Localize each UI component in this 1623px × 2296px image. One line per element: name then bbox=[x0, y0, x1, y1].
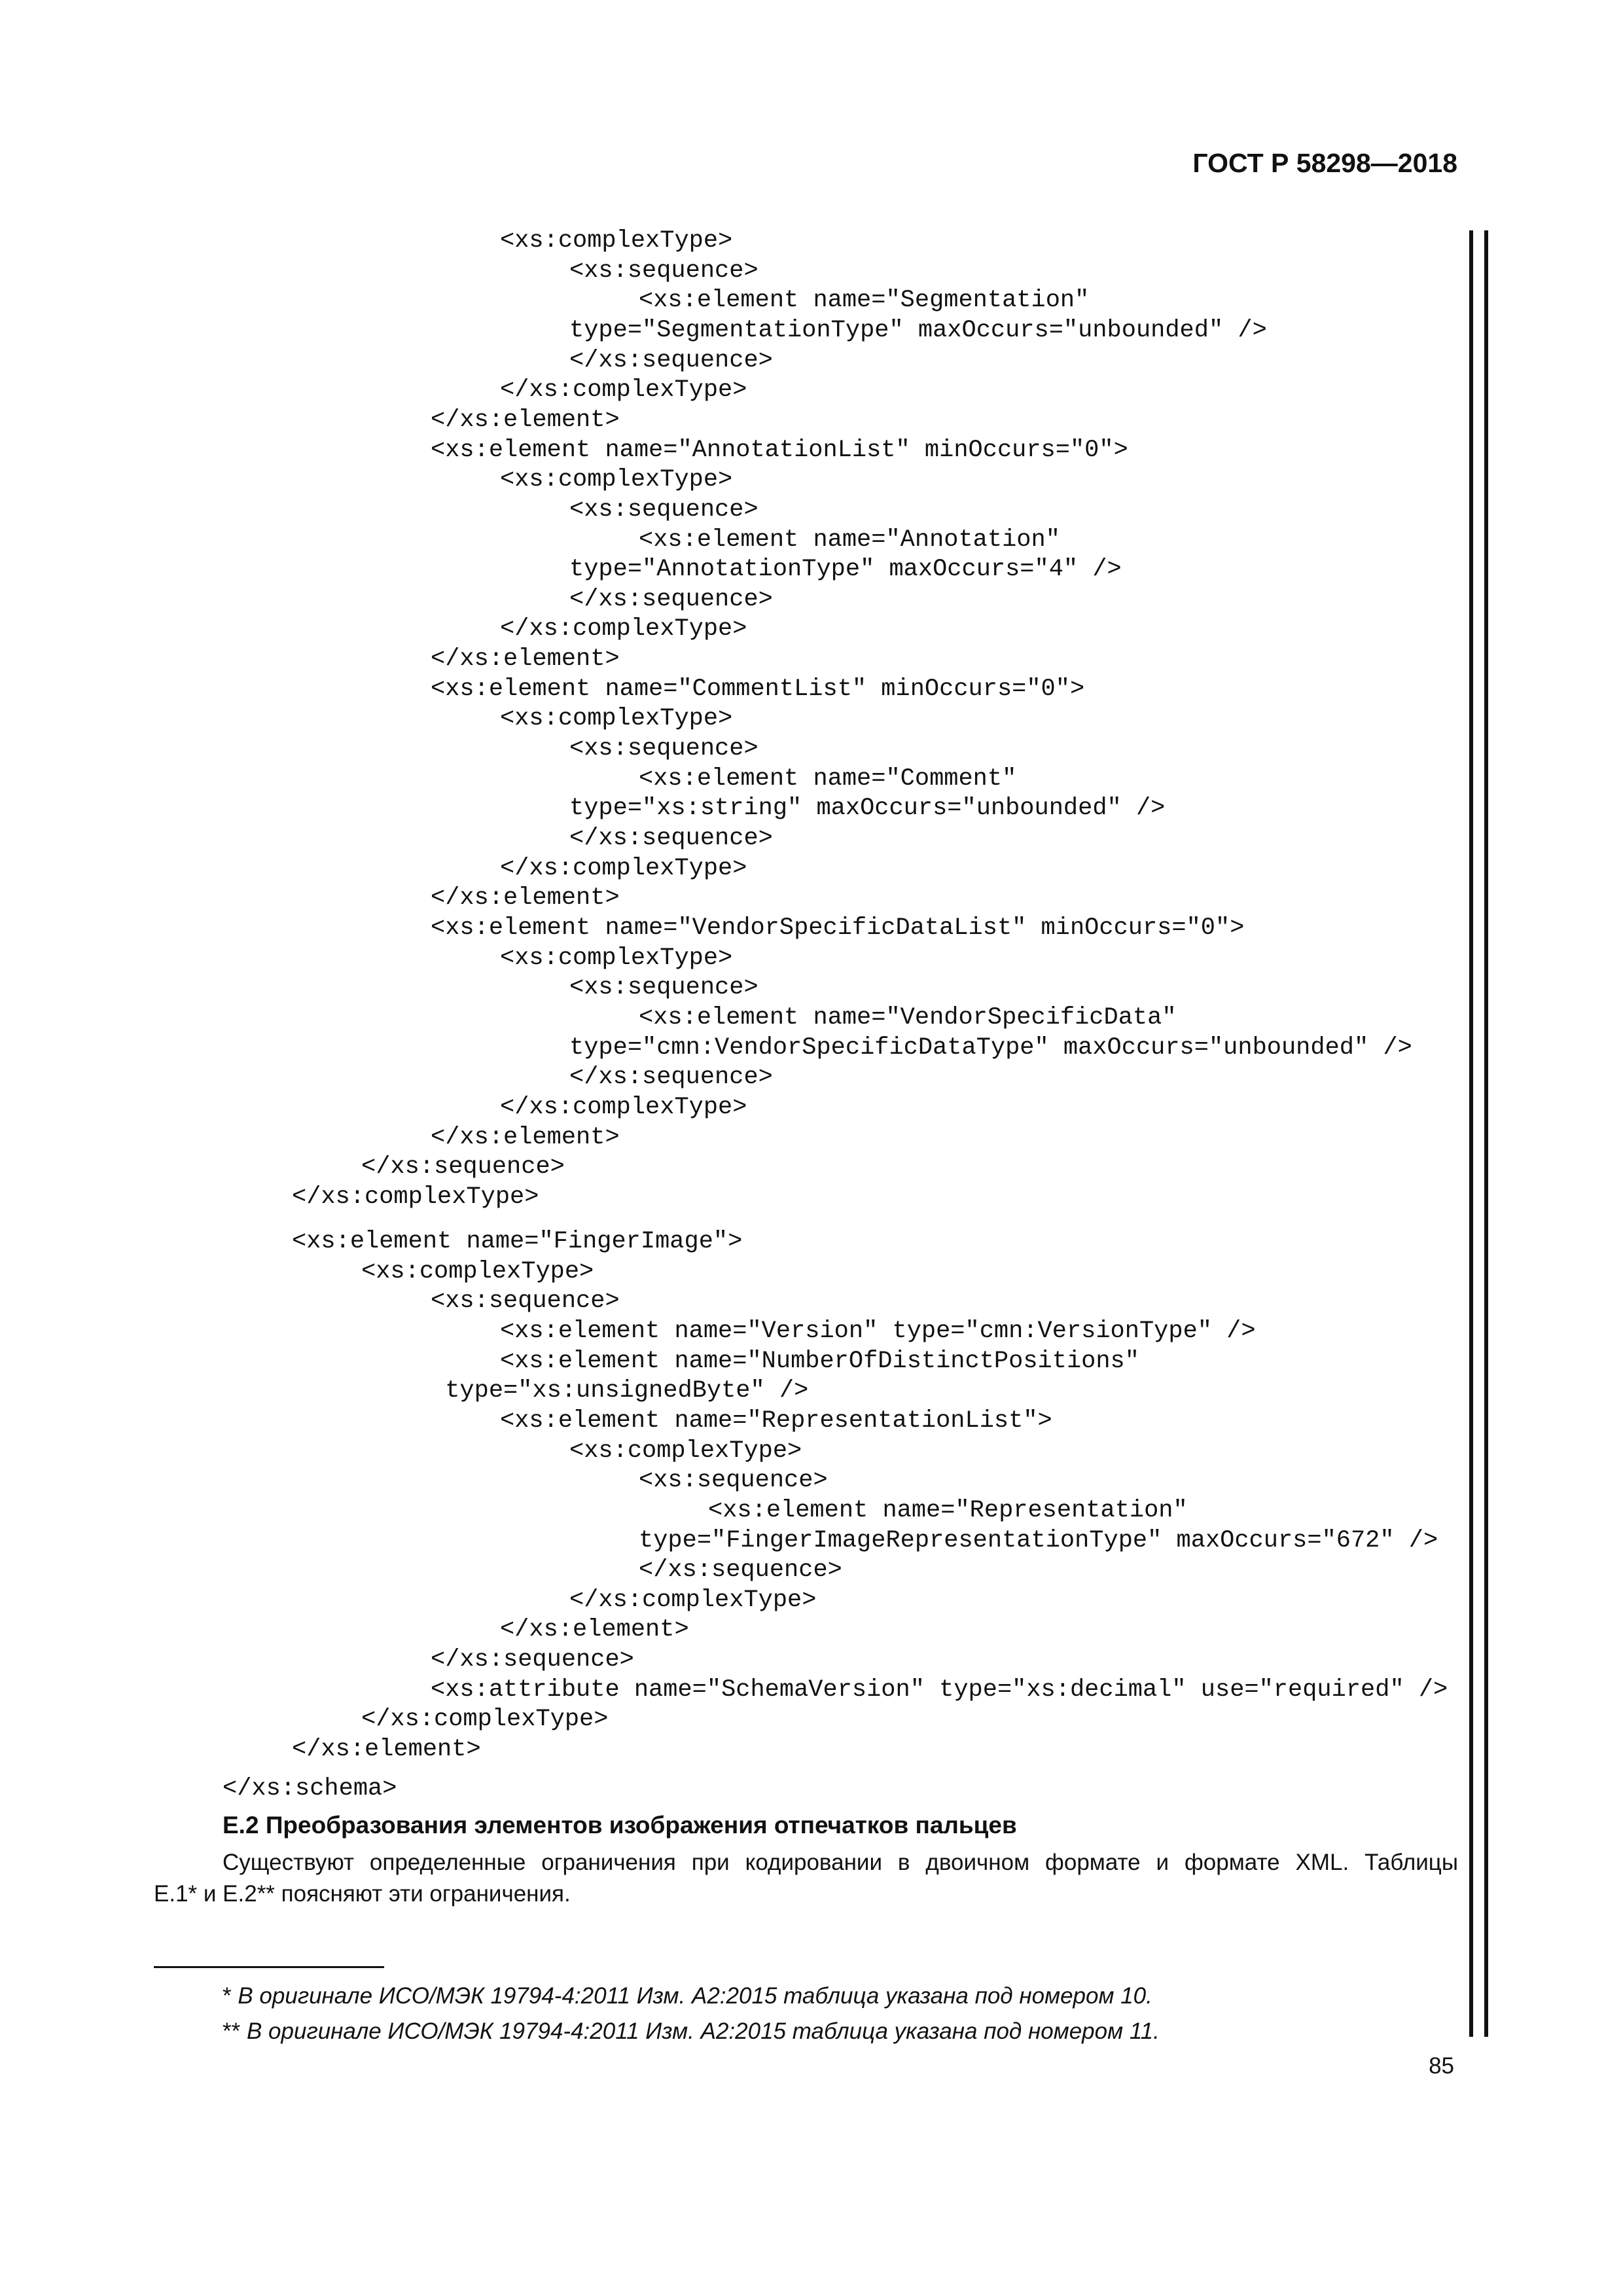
code-line: </xs:complexType> bbox=[500, 1093, 747, 1121]
code-line: </xs:sequence> bbox=[569, 825, 773, 852]
code-line: <xs:element name="FingerImage"> bbox=[292, 1228, 743, 1255]
code-line: </xs:sequence> bbox=[569, 1064, 773, 1092]
code-line: <xs:complexType> bbox=[500, 944, 733, 972]
code-line: </xs:complexType> bbox=[500, 854, 747, 882]
code-line: <xs:sequence> bbox=[569, 495, 758, 524]
code-line: <xs:sequence> bbox=[569, 257, 758, 285]
code-line: <xs:complexType> bbox=[361, 1257, 594, 1285]
code-line: type="xs:string" maxOccurs="unbounded" /> bbox=[569, 795, 1166, 823]
code-line: <xs:element name="Version" type="cmn:VersionType" /> bbox=[500, 1317, 1256, 1345]
code-line: <xs:complexType> bbox=[500, 705, 733, 733]
code-line: </xs:element> bbox=[431, 884, 620, 912]
code-line: <xs:complexType> bbox=[500, 466, 733, 494]
code-line: <xs:element name="Annotation" bbox=[639, 526, 1060, 554]
footnote-2-mark: ** bbox=[223, 2018, 241, 2044]
code-line: </xs:element> bbox=[431, 1123, 620, 1151]
code-line: type="xs:unsignedByte" /> bbox=[431, 1377, 809, 1405]
footnote-2-text: В оригинале ИСО/МЭК 19794-4:2011 Изм. А2:2015 таблица указана под номером 11. bbox=[246, 2018, 1160, 2044]
code-line: </xs:sequence> bbox=[431, 1646, 634, 1674]
code-line: <xs:sequence> bbox=[569, 735, 758, 763]
code-line: </xs:sequence> bbox=[569, 585, 773, 613]
code-line: type="cmn:VendorSpecificDataType" maxOccurs="unbounded" /> bbox=[569, 1033, 1412, 1062]
code-line: </xs:element> bbox=[431, 406, 620, 434]
code-line: <xs:element name="VendorSpecificData" bbox=[639, 1003, 1177, 1031]
footnote-1-mark: * bbox=[223, 1983, 232, 2009]
section-paragraph-line-1: Существуют определенные ограничения при кодировании в двоичном формате и формате XML. Таблицы bbox=[223, 1850, 1458, 1875]
code-line: </xs:complexType> bbox=[500, 615, 747, 643]
code-line: type="AnnotationType" maxOccurs="4" /> bbox=[569, 556, 1122, 584]
code-line: </xs:element> bbox=[500, 1616, 689, 1644]
code-line: <xs:element name="RepresentationList"> bbox=[500, 1407, 1052, 1435]
code-line: </xs:sequence> bbox=[639, 1556, 842, 1585]
code-line: type="SegmentationType" maxOccurs="unbounded" /> bbox=[569, 316, 1267, 344]
code-line: <xs:sequence> bbox=[639, 1467, 828, 1495]
revision-bar-left bbox=[1469, 230, 1473, 2037]
footnote-1-text: В оригинале ИСО/МЭК 19794-4:2011 Изм. А2:2015 таблица указана под номером 10. bbox=[238, 1983, 1152, 2009]
footnote-2 bbox=[223, 2018, 1160, 2045]
code-line: <xs:element name="VendorSpecificDataList" minOccurs="0"> bbox=[431, 914, 1245, 942]
code-line: </xs:complexType> bbox=[361, 1706, 609, 1734]
code-line: <xs:element name="Representation" bbox=[708, 1496, 1188, 1524]
document-header-standard-id: ГОСТ Р 58298—2018 bbox=[1192, 148, 1457, 178]
code-line: <xs:element name="NumberOfDistinctPositions" bbox=[500, 1347, 1139, 1375]
code-line: </xs:schema> bbox=[223, 1775, 397, 1803]
code-line: <xs:attribute name="SchemaVersion" type="xs:decimal" use="required" /> bbox=[431, 1676, 1448, 1704]
code-line: <xs:sequence> bbox=[569, 974, 758, 1002]
footnote-separator bbox=[154, 1966, 384, 1968]
code-line: <xs:element name="CommentList" minOccurs="0"> bbox=[431, 675, 1085, 703]
code-line: <xs:complexType> bbox=[569, 1437, 802, 1465]
code-line: <xs:element name="Comment" bbox=[639, 764, 1017, 793]
code-line: </xs:element> bbox=[431, 645, 620, 673]
code-line: </xs:complexType> bbox=[500, 376, 747, 404]
code-line: <xs:element name="Segmentation" bbox=[639, 287, 1090, 315]
code-line: </xs:complexType> bbox=[569, 1586, 817, 1614]
code-line: </xs:sequence> bbox=[569, 346, 773, 374]
section-heading: Е.2 Преобразования элементов изображения отпечатков пальцев bbox=[223, 1812, 1017, 1839]
code-line: <xs:sequence> bbox=[431, 1287, 620, 1316]
code-line: </xs:complexType> bbox=[292, 1183, 539, 1211]
code-line: type="FingerImageRepresentationType" maxOccurs="672" /> bbox=[639, 1526, 1438, 1554]
code-line: </xs:element> bbox=[292, 1736, 481, 1764]
revision-bar-right bbox=[1484, 230, 1488, 2037]
code-line: <xs:element name="AnnotationList" minOccurs="0"> bbox=[431, 436, 1128, 464]
code-line: <xs:complexType> bbox=[500, 227, 733, 255]
code-line: </xs:sequence> bbox=[361, 1153, 565, 1181]
footnote-1 bbox=[223, 1983, 1152, 2009]
page-number: 85 bbox=[1429, 2053, 1454, 2079]
section-paragraph-line-2: Е.1* и Е.2** поясняют эти ограничения. bbox=[154, 1881, 571, 1907]
